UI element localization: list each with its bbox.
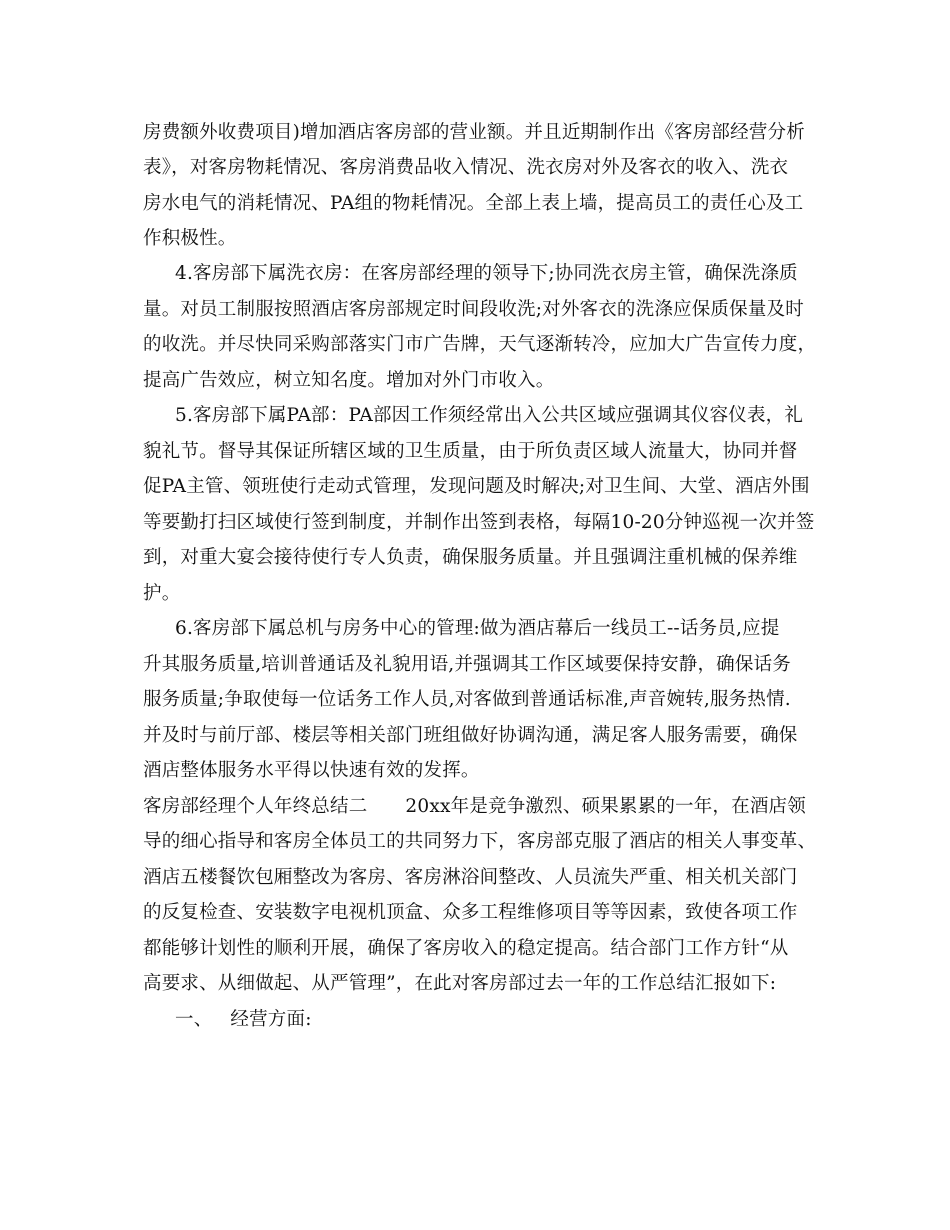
section-title: 客房部经理个人年终总结二 [143,796,368,817]
heading-number: 一、 [175,1009,213,1030]
paragraph-line: 酒店整体服务水平得以快速有效的发挥。 [143,760,480,781]
paragraph-line: 到，对重大宴会接待使行专人负责，确保服务质量。并且强调注重机械的保养维 [143,547,798,568]
paragraph-line: 表》，对客房物耗情况、客房消费品收入情况、洗衣房对外及客衣的收入、洗衣 [143,157,789,178]
paragraph-line: 6.客房部下属总机与房务中心的管理:做为酒店幕后一线员工--话务员,应提 [175,618,780,639]
paragraph-line: 的收洗。并尽快同采购部落实门市广告牌，天气逐渐转冷，应加大广告宣传力度， [143,334,817,355]
paragraph-line: 房费额外收费项目)增加酒店客房部的营业额。并且近期制作出《客房部经营分析 [143,122,805,143]
paragraph-line: 作积极性。 [143,228,237,249]
paragraph-line: 量。对员工制服按照酒店客房部规定时间段收洗;对外客衣的洗涤应保质保量及时 [143,299,804,320]
paragraph-line: 护。 [143,583,181,604]
heading-text: 经营方面: [230,1009,312,1030]
paragraph-line: 并及时与前厅部、楼层等相关部门班组做好协调沟通，满足客人服务需要，确保 [143,725,798,746]
paragraph-line: 升其服务质量,培训普通话及礼貌用语,并强调其工作区域要保持安静，确保话务 [143,654,791,675]
paragraph-line: 提高广告效应，树立知名度。增加对外门市收入。 [143,370,555,391]
section-heading [175,1008,312,1032]
section-first-line: 20xx年是竞争激烈、硕果累累的一年，在酒店领 [405,796,806,817]
paragraph-line: 高要求、从细做起、从严管理”，在此对客房部过去一年的工作总结汇报如下: [143,973,777,994]
paragraph-line: 服务质量;争取使每一位话务工作人员,对客做到普通话标准,声音婉转,服务热情. [143,689,791,710]
paragraph-line: 5.客房部下属PA部：PA部因工作须经常出入公共区域应强调其仪容仪表，礼 [175,405,804,426]
paragraph-line: 酒店五楼餐饮包厢整改为客房、客房淋浴间整改、人员流失严重、相关机关部门 [143,867,798,888]
paragraph-line: 导的细心指导和客房全体员工的共同努力下，客房部克服了酒店的相关人事变革、 [143,831,817,852]
paragraph-line: 促PA主管、领班使行走动式管理，发现问题及时解决;对卫生间、大堂、酒店外围 [143,476,810,497]
paragraph-line: 等要勤打扫区域使行签到制度，并制作出签到表格，每隔10-20分钟巡视一次并签 [143,512,815,533]
paragraph-line: 貌礼节。督导其保证所辖区域的卫生质量，由于所负责区域人流量大，协同并督 [143,441,798,462]
section-intro-line [143,795,806,819]
paragraph-line: 房水电气的消耗情况、PA组的物耗情况。全部上表上墙，提高员工的责任心及工 [143,193,804,214]
paragraph-line: 的反复检查、安装数字电视机顶盒、众多工程维修项目等等因素，致使各项工作 [143,902,798,923]
paragraph-line: 都能够计划性的顺利开展，确保了客房收入的稳定提高。结合部门工作方针“从 [143,938,789,959]
paragraph-line: 4.客房部下属洗衣房：在客房部经理的领导下;协同洗衣房主管，确保洗涤质 [175,263,798,284]
